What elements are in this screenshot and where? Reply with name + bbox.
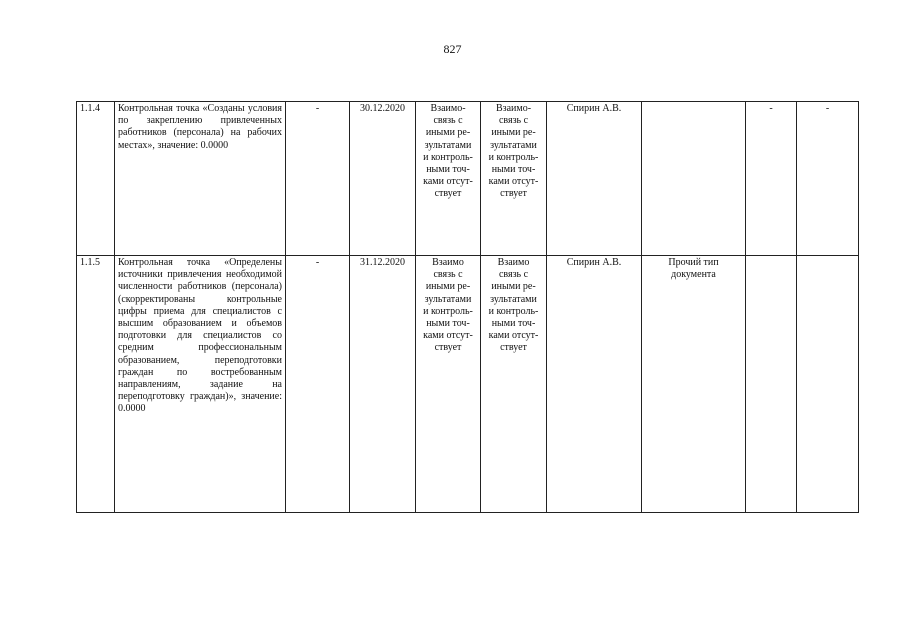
relation-text-line: ствует <box>500 188 527 200</box>
relation-text-line: ками отсут- <box>488 176 539 188</box>
relation-text-line: и контроль- <box>423 151 473 163</box>
control-point-description: Контрольная точка «Определены источники привлечения необходимой численности работников (персонала) (скорректированы контрольные цифры приема для специалистов с высшим образованием и объемов подготовки для специалистов со средним профессиональным образованием, переподготовки граждан по востребованным направлениям, задание на переподготовку граждан)», значение: 0.0000 <box>115 256 286 513</box>
relation-cell-b <box>481 102 547 256</box>
relation-text-line: и контроль- <box>488 151 539 163</box>
relation-text-line: иными ре- <box>425 127 471 139</box>
cell-empty <box>746 256 797 513</box>
document-type <box>642 102 746 256</box>
relation-text-line: ными точ- <box>426 164 470 176</box>
relation-text-line: ками отсут- <box>488 330 539 342</box>
relation-text-line: ными точ- <box>491 318 536 330</box>
relation-cell-a <box>416 256 481 513</box>
cell-dash: - <box>746 102 797 256</box>
relation-text-line: ствует <box>434 342 462 354</box>
page-number: 827 <box>443 42 462 56</box>
relation-cell-b <box>481 256 547 513</box>
relation-text-line: и контроль- <box>488 305 539 317</box>
relation-text-line: ствует <box>500 342 527 354</box>
relation-text-line: связь с <box>433 269 463 281</box>
row-number: 1.1.5 <box>77 256 115 513</box>
relation-text-line: ствует <box>434 188 462 200</box>
relation-text-line: зультатами <box>424 293 472 305</box>
relation-text-line: связь с <box>433 115 463 127</box>
responsible-person: Спирин А.В. <box>547 102 642 256</box>
relation-text-line: Взаимо <box>432 257 464 268</box>
relation-text-line: ками отсут- <box>423 330 473 342</box>
relation-text-line: зультатами <box>424 139 472 151</box>
relation-text-line: Взаимо- <box>430 103 466 114</box>
cell-empty <box>797 256 859 513</box>
relation-text-line: ными точ- <box>426 318 470 330</box>
relation-text-line: Взаимо- <box>495 103 532 114</box>
relation-text-line: иными ре- <box>491 281 536 293</box>
control-point-description: Контрольная точка «Созданы условия по закреплению привлеченных работников (персонала) на рабочих местах», значение: 0.0000 <box>115 102 286 256</box>
document-type: Прочий тип документа <box>642 256 746 513</box>
relation-text-line: связь с <box>498 269 529 281</box>
table-row <box>77 102 859 256</box>
table-row <box>77 256 859 513</box>
relation-text-line: ками отсут- <box>423 176 473 188</box>
row-number: 1.1.4 <box>77 102 115 256</box>
relation-text-line: ными точ- <box>491 164 536 176</box>
cell-dash: - <box>286 102 350 256</box>
relation-text-line: зультатами <box>490 293 537 305</box>
control-points-table <box>76 101 859 513</box>
responsible-person: Спирин А.В. <box>547 256 642 513</box>
relation-text-line: иными ре- <box>425 281 471 293</box>
relation-text-line: связь с <box>498 115 529 127</box>
relation-text-line: и контроль- <box>423 305 473 317</box>
cell-dash: - <box>797 102 859 256</box>
relation-text-line: зультатами <box>490 139 537 151</box>
relation-cell-a <box>416 102 481 256</box>
relation-text-line: иными ре- <box>491 127 536 139</box>
relation-text-line: Взаимо <box>497 257 530 268</box>
cell-dash: - <box>286 256 350 513</box>
deadline-date: 30.12.2020 <box>350 102 416 256</box>
deadline-date: 31.12.2020 <box>350 256 416 513</box>
